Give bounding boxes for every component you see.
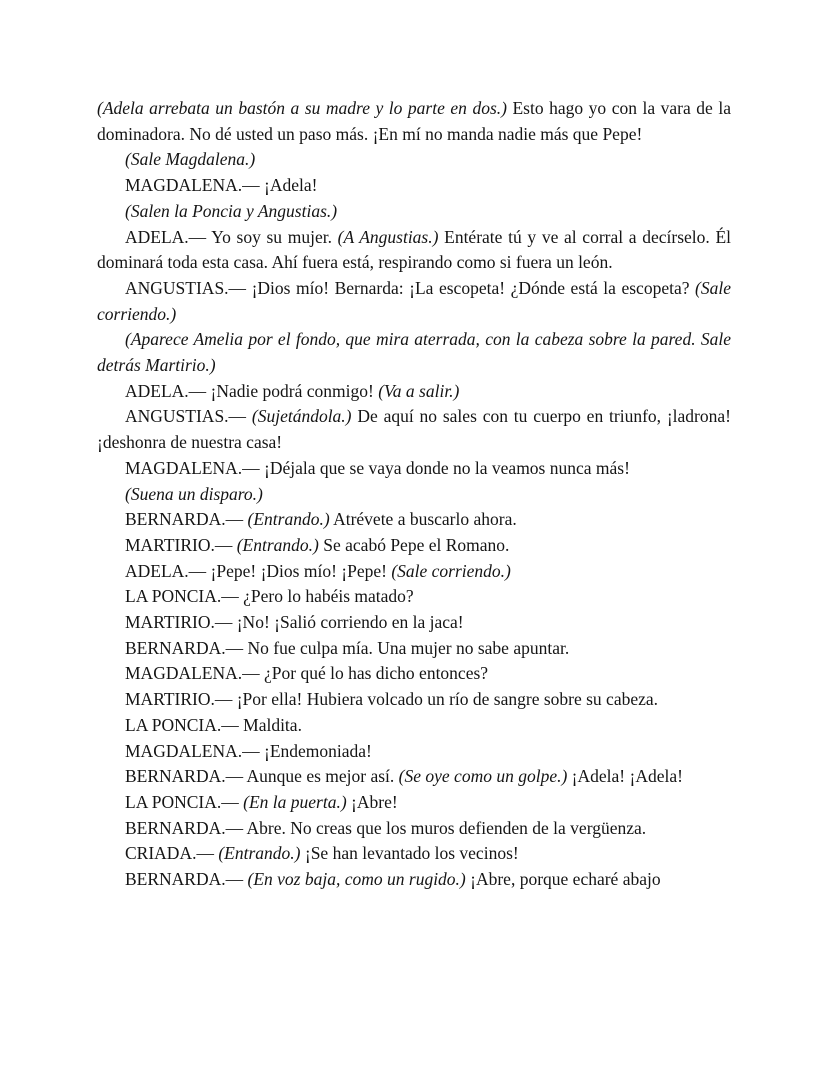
paragraph — [97, 327, 731, 378]
stage-direction: (A Angustias.) — [337, 226, 439, 247]
paragraph — [97, 610, 731, 636]
paragraph — [97, 661, 731, 687]
dialogue-text: LA PONCIA.— — [125, 791, 244, 812]
paragraph — [97, 147, 731, 173]
paragraph — [97, 790, 731, 816]
dialogue-text: LA PONCIA.— Maldita. — [125, 714, 302, 735]
paragraph — [97, 559, 731, 585]
paragraph — [97, 713, 731, 739]
stage-direction: (Aparece Amelia por el fondo, que mira aterrada, con la cabeza sobre la pared. Sale detrás Martirio.) — [97, 329, 731, 376]
paragraph — [97, 276, 731, 327]
dialogue-text: MARTIRIO.— — [125, 534, 237, 555]
paragraph — [97, 533, 731, 559]
paragraph — [97, 404, 731, 455]
dialogue-text: MAGDALENA.— ¡Adela! — [125, 175, 318, 196]
paragraph — [97, 764, 731, 790]
paragraph — [97, 199, 731, 225]
stage-direction: (Salen la Poncia y Angustias.) — [125, 200, 338, 221]
dialogue-text: ¡Se han levantado los vecinos! — [300, 843, 519, 864]
dialogue-text: BERNARDA.— Aunque es mejor así. — [125, 766, 399, 787]
paragraph — [97, 739, 731, 765]
stage-direction: (Sale corriendo.) — [391, 560, 511, 581]
dialogue-text: ¡Adela! ¡Adela! — [567, 766, 683, 787]
stage-direction: (Entrando.) — [218, 843, 301, 864]
dialogue-text: BERNARDA.— Abre. No creas que los muros defienden de la vergüenza. — [125, 817, 647, 838]
dialogue-text: ¡Abre, porque echaré abajo — [465, 869, 661, 890]
dialogue-text: MAGDALENA.— ¡Déjala que se vaya donde no la veamos nunca más! — [125, 457, 630, 478]
page-text — [97, 96, 731, 893]
dialogue-text: Atrévete a buscarlo ahora. — [329, 509, 517, 530]
paragraph — [97, 173, 731, 199]
dialogue-text: MAGDALENA.— ¡Endemoniada! — [125, 740, 372, 761]
dialogue-text: MARTIRIO.— ¡Por ella! Hubiera volcado un río de sangre sobre su cabeza. — [125, 689, 659, 710]
paragraph — [97, 636, 731, 662]
dialogue-text: CRIADA.— — [125, 843, 219, 864]
stage-direction: (En la puerta.) — [243, 791, 347, 812]
dialogue-text: ANGUSTIAS.— ¡Dios mío! Bernarda: ¡La escopeta! ¿Dónde está la escopeta? — [125, 277, 696, 298]
paragraph — [97, 841, 731, 867]
dialogue-text: De aquí no sales con tu cuerpo en triunfo, ¡ladrona! ¡deshonra de nuestra casa! — [97, 406, 731, 453]
dialogue-text: MARTIRIO.— ¡No! ¡Salió corriendo en la jaca! — [125, 612, 464, 633]
dialogue-text: Entérate tú y ve al corral a decírselo. Él dominará toda esta casa. Ahí fuera está, respirando como si fuera un león. — [97, 226, 731, 273]
dialogue-text: MAGDALENA.— ¿Por qué lo has dicho entonces? — [125, 663, 489, 684]
stage-direction: (Entrando.) — [236, 534, 319, 555]
dialogue-text: BERNARDA.— No fue culpa mía. Una mujer no sabe apuntar. — [125, 637, 570, 658]
paragraph — [97, 507, 731, 533]
dialogue-text: ¡Abre! — [346, 791, 398, 812]
paragraph — [97, 225, 731, 276]
stage-direction: (Entrando.) — [247, 509, 330, 530]
stage-direction: (Suena un disparo.) — [125, 483, 263, 504]
paragraph — [97, 96, 731, 147]
paragraph — [97, 867, 731, 893]
stage-direction: (En voz baja, como un rugido.) — [247, 869, 466, 890]
paragraph — [97, 482, 731, 508]
dialogue-text: LA PONCIA.— ¿Pero lo habéis matado? — [125, 586, 414, 607]
paragraph — [97, 687, 731, 713]
dialogue-text: ADELA.— ¡Pepe! ¡Dios mío! ¡Pepe! — [125, 560, 392, 581]
stage-direction: (Sale corriendo.) — [97, 277, 731, 324]
dialogue-text: ANGUSTIAS.— — [125, 406, 252, 427]
stage-direction: (Adela arrebata un bastón a su madre y lo parte en dos.) — [97, 98, 507, 118]
paragraph — [97, 816, 731, 842]
stage-direction: (Va a salir.) — [378, 380, 460, 401]
paragraph — [97, 584, 731, 610]
paragraph — [97, 379, 731, 405]
stage-direction: (Sale Magdalena.) — [125, 149, 256, 170]
paragraph — [97, 456, 731, 482]
dialogue-text: Esto hago yo con la vara de la dominadora. No dé usted un paso más. ¡En mí no manda nadie más que Pepe! — [97, 98, 731, 144]
stage-direction: (Se oye como un golpe.) — [398, 766, 568, 787]
dialogue-text: ADELA.— Yo soy su mujer. — [125, 226, 338, 247]
dialogue-text: BERNARDA.— — [125, 869, 248, 890]
stage-direction: (Sujetándola.) — [251, 406, 352, 427]
dialogue-text: ADELA.— ¡Nadie podrá conmigo! — [125, 380, 379, 401]
dialogue-text: BERNARDA.— — [125, 509, 248, 530]
dialogue-text: Se acabó Pepe el Romano. — [318, 534, 510, 555]
